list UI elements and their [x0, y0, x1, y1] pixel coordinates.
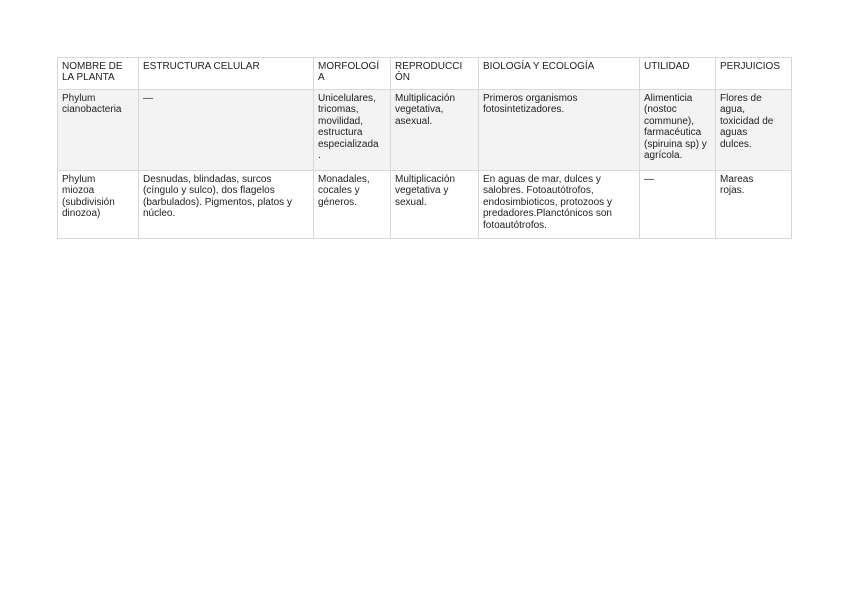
table-row — [58, 171, 792, 239]
header-morfologia: MORFOLOGÍ A — [314, 58, 391, 90]
cell-reproduccion: Multiplicación vegetativa, asexual. — [391, 90, 479, 171]
plant-table — [57, 57, 792, 239]
table-header-row — [58, 58, 792, 90]
cell-morfologia: Unicelulares, tricomas, movilidad, estructura especializada . — [314, 90, 391, 171]
cell-estructura: Desnudas, blindadas, surcos (cíngulo y sulco), dos flagelos (barbulados). Pigmentos, platos y núcleo. — [139, 171, 314, 239]
header-utilidad: UTILIDAD — [640, 58, 716, 90]
header-estructura: ESTRUCTURA CELULAR — [139, 58, 314, 90]
header-biologia: BIOLOGÍA Y ECOLOGÍA — [479, 58, 640, 90]
cell-perjuicios: Flores de agua, toxicidad de aguas dulces. — [716, 90, 792, 171]
cell-nombre: Phylum cianobacteria — [58, 90, 139, 171]
cell-reproduccion: Multiplicación vegetativa y sexual. — [391, 171, 479, 239]
header-nombre: NOMBRE DE LA PLANTA — [58, 58, 139, 90]
cell-utilidad: — — [640, 171, 716, 239]
cell-utilidad: Alimenticia (nostoc commune), farmacéutica (spiruina sp) y agrícola. — [640, 90, 716, 171]
cell-biologia: En aguas de mar, dulces y salobres. Fotoautótrofos, endosimbioticos, protozoos y predadores.Planctónicos son fotoautótrofos. — [479, 171, 640, 239]
cell-biologia: Primeros organismos fotosintetizadores. — [479, 90, 640, 171]
cell-perjuicios: Mareas rojas. — [716, 171, 792, 239]
cell-morfologia: Monadales, cocales y géneros. — [314, 171, 391, 239]
cell-estructura: — — [139, 90, 314, 171]
header-perjuicios: PERJUICIOS — [716, 58, 792, 90]
table-row — [58, 90, 792, 171]
cell-nombre: Phylum miozoa (subdivisión dinozoa) — [58, 171, 139, 239]
header-reproduccion: REPRODUCCI ÓN — [391, 58, 479, 90]
